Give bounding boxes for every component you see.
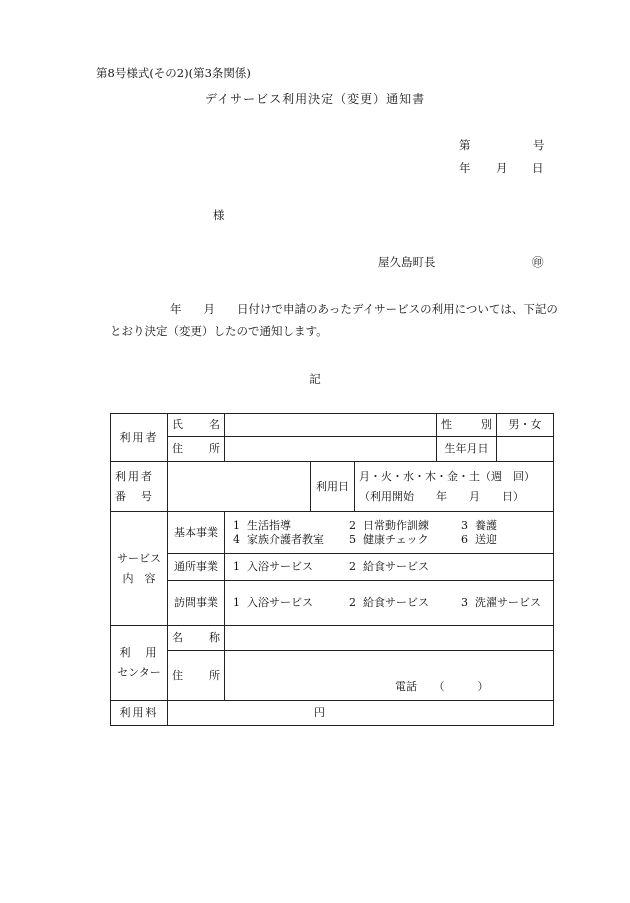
center-phone: 電話 （ ）: [395, 680, 489, 693]
body-line1-rest: 日付けで申請のあったデイサービスの利用については、下記の: [237, 302, 558, 316]
doc-number-prefix: 第: [459, 138, 471, 152]
address-field[interactable]: [225, 437, 437, 462]
basic-num-1: 1: [233, 518, 240, 532]
basic-label: 基本事業: [168, 512, 225, 554]
form-number: 第8号様式(その2)(第3条関係): [96, 66, 251, 80]
gender-label-2: 別: [481, 418, 492, 431]
basic-num-4: 4: [233, 532, 240, 546]
basic-num-6: 6: [461, 532, 468, 546]
user-label-cell: [111, 414, 168, 462]
commute-num-1: 1: [233, 560, 240, 573]
user-number-field[interactable]: [168, 462, 311, 512]
visit-num-2: 2: [349, 596, 356, 609]
birth-label: 生年月日: [437, 437, 497, 462]
document-title: デイサービス利用決定（変更）通知書: [204, 92, 426, 106]
service-label-2: 内 容: [122, 571, 156, 585]
commute-num-2: 2: [349, 560, 356, 573]
visit-num-3: 3: [461, 596, 468, 609]
service-label-cell: [111, 512, 168, 626]
date-month: 月: [496, 161, 508, 175]
center-label-cell: [111, 626, 168, 701]
user-number-label-2: 番 号: [115, 489, 154, 503]
visit-row: [233, 596, 549, 610]
center-address-label-cell: [168, 651, 225, 701]
fee-label-cell: [111, 701, 168, 726]
visit-items: [225, 581, 554, 626]
visit-item-2: 給食サービス: [363, 596, 429, 609]
basic-item-5: 健康チェック: [363, 532, 429, 546]
seal-mark: ㊞: [532, 255, 544, 269]
center-name-field[interactable]: [225, 626, 554, 651]
body-month: 月: [203, 302, 215, 316]
commute-row: [233, 560, 549, 574]
center-name-label-2: 称: [209, 631, 220, 644]
visit-num-1: 1: [233, 596, 240, 609]
date-year: 年: [459, 161, 471, 175]
center-label-2: センター: [117, 666, 161, 679]
gender-options[interactable]: 男・女: [497, 414, 554, 437]
commute-label: 通所事業: [168, 554, 225, 581]
center-name-label-1: 名: [172, 631, 183, 644]
name-label-1: 氏: [172, 418, 183, 431]
date-day: 日: [532, 161, 544, 175]
visit-item-1: 入浴サービス: [247, 596, 313, 609]
gender-label-cell: [437, 414, 497, 437]
address-label-2: 所: [209, 442, 220, 455]
use-day-label: 利用日: [311, 462, 355, 512]
center-address-label-1: 住: [172, 668, 183, 682]
basic-items: [225, 512, 554, 554]
basic-row-2: [233, 533, 549, 547]
user-number-label-cell: [111, 462, 168, 512]
basic-item-4: 家族介護者教室: [247, 532, 324, 546]
address-label-cell: [168, 437, 225, 462]
decision-table: [110, 413, 554, 726]
use-day-cell: [355, 462, 554, 512]
ki-heading: 記: [309, 372, 321, 386]
name-label-2: 名: [209, 418, 220, 431]
center-address-field[interactable]: [225, 651, 554, 701]
doc-number-suffix: 号: [533, 138, 545, 152]
center-address-label-2: 所: [209, 668, 220, 682]
birth-field[interactable]: [497, 437, 554, 462]
name-field[interactable]: [225, 414, 437, 437]
center-name-label-cell: [168, 626, 225, 651]
fee-unit: 円: [314, 706, 325, 719]
address-label-1: 住: [172, 442, 183, 455]
visit-item-3: 洗濯サービス: [475, 596, 541, 609]
user-label: 利用者: [119, 430, 159, 444]
basic-num-5: 5: [349, 532, 356, 546]
user-number-label-1: 利用者: [115, 469, 154, 483]
basic-item-3: 養護: [475, 518, 497, 532]
gender-label-1: 性: [441, 418, 452, 431]
basic-num-2: 2: [349, 518, 356, 532]
name-label-cell: [168, 414, 225, 437]
fee-field[interactable]: [168, 701, 554, 726]
basic-row-1: [233, 519, 549, 533]
basic-item-2: 日常動作訓練: [363, 518, 429, 532]
commute-item-2: 給食サービス: [363, 560, 429, 573]
body-line-1: [170, 302, 558, 316]
issuer-title: 屋久島町長: [378, 255, 436, 269]
use-days[interactable]: 月・火・水・木・金・土（週 回）: [359, 469, 535, 483]
use-start[interactable]: （利用開始 年 月 日）: [359, 489, 524, 503]
body-line-2: とおり決定（変更）したので通知します。: [110, 324, 328, 338]
basic-item-1: 生活指導: [247, 518, 291, 532]
commute-items: [225, 554, 554, 581]
basic-item-6: 送迎: [475, 532, 497, 546]
fee-label: 利用料: [119, 706, 159, 719]
basic-num-3: 3: [461, 518, 468, 532]
center-label-1: 利 用: [119, 646, 159, 659]
commute-item-1: 入浴サービス: [247, 560, 313, 573]
addressee-honorific: 様: [213, 208, 225, 222]
service-label-1: サービス: [117, 551, 161, 565]
body-year: 年: [170, 302, 182, 316]
visit-label: 訪問事業: [168, 581, 225, 626]
